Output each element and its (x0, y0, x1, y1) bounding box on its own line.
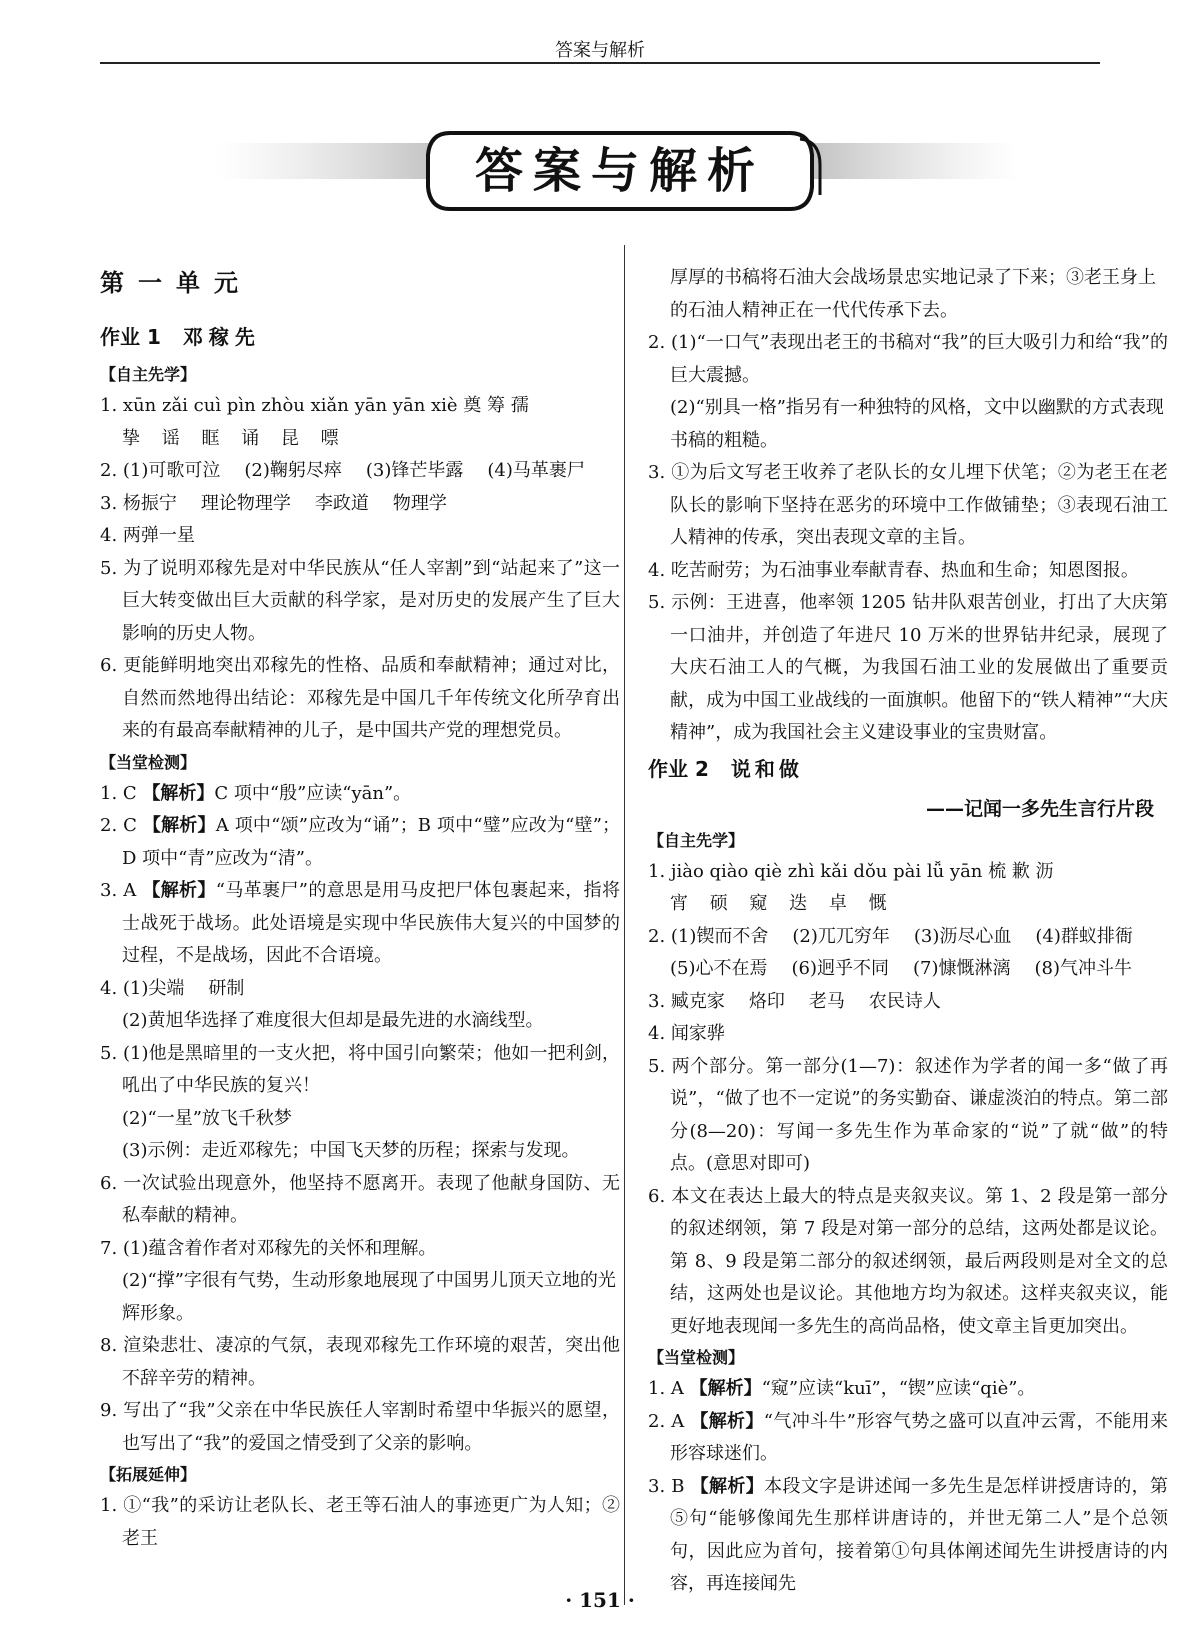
answer-item-continuation: (2)黄旭华选择了难度很大但却是最先进的水滴线型。 (122, 1010, 544, 1031)
homework-2-title (648, 750, 1168, 788)
answer-item: 7. (1)蕴含着作者对邓稼先的关怀和理解。 (100, 1237, 437, 1259)
homework-1-number: 作业 1 (100, 325, 161, 349)
homework-2-number: 作业 2 (648, 756, 709, 781)
answer-item-continuation: (2)“一星”放飞千秋梦 (122, 1107, 292, 1129)
answer-item: 4. 两弹一星 (100, 525, 195, 546)
section-heading: 【自主先学】 (100, 365, 197, 384)
answer-item: 2. C 【解析】A 项中“颂”应改为“诵”；B 项中“璧”应改为“壁”；D 项中“青”应改为“清”。 (100, 815, 620, 869)
answer-item-continuation: (3)示例：走近邓稼先；中国飞天梦的历程；探索与发现。 (122, 1140, 580, 1161)
homework-1-name: 邓稼先 (182, 325, 261, 349)
banner-band-right (800, 143, 1020, 179)
left-column (100, 260, 620, 1555)
homework-2-name: 说和做 (730, 756, 803, 781)
homework-1-title (100, 318, 620, 356)
column-divider (624, 245, 625, 1605)
unit-title: 第一单元 (100, 269, 252, 297)
section-heading: 【当堂检测】 (648, 1348, 745, 1367)
answer-item: 2. (1)“一口气”表现出老王的书稿对“我”的巨大吸引力和给“我”的巨大震撼。 (648, 332, 1168, 386)
title-banner (0, 125, 1200, 215)
page-number: · 151 · (565, 1588, 635, 1612)
homework-2-subtitle: ——记闻一多先生言行片段 (925, 797, 1154, 820)
answer-item: 6. 本文在表达上最大的特点是夹叙夹议。第 1、2 段是第一部分的叙述纲领，第 7 段是对第一部分的总结，这两处都是议论。第 8、9 段是第二部分的叙述纲领，最后两段则是对全文的总结，这两处也是议论。其他地方均为叙述。这样夹叙夹议，能更好地表现闻一多先生的高尚品格，使文章主旨更加突出。 (648, 1185, 1168, 1337)
answer-item: 5. 两个部分。第一部分(1—7)：叙述作为学者的闻一多“做了再说”，“做了也不一定说”的务实勤奋、谦虚淡泊的特点。第二部分(8—20)：写闻一多先生作为革命家的“说”了就“做”的特点。(意思对即可) (648, 1055, 1168, 1174)
answer-item: 9. 写出了“我”父亲在中华民族任人宰割时希望中华振兴的愿望，也写出了“我”的爱国之情受到了父亲的影响。 (100, 1400, 620, 1454)
answer-item-continuation: 挚 谣 眶 诵 昆 嘌 (122, 427, 347, 449)
answer-item: 3. B 【解析】本段文字是讲述闻一多先生是怎样讲授唐诗的，第⑤句“能够像闻先生那样讲唐诗的，并世无第二人”是个总领句，因此应为首句，接着第①句具体阐述闻先生讲授唐诗的内容，再连接闻先 (648, 1475, 1169, 1594)
running-head-title: 答案与解析 (555, 40, 645, 61)
section-heading: 【拓展延伸】 (100, 1465, 197, 1484)
section-heading: 【当堂检测】 (100, 752, 197, 772)
answer-item-continuation: (2)“别具一格”指另有一种独特的风格，文中以幽默的方式表现书稿的粗糙。 (670, 397, 1164, 451)
answer-item: 1. A 【解析】“窥”应读“kuī”，“锲”应读“qiè”。 (648, 1378, 1036, 1399)
banner-title: 答案与解析 (474, 143, 766, 199)
answer-item: 3. 杨振宁 理论物理学 李政道 物理学 (100, 492, 447, 514)
answer-item: 1. ①“我”的采访让老队长、老王等石油人的事迹更广为人知；②老王 (100, 1495, 620, 1549)
answer-item: 1. xūn zǎi cuì pìn zhòu xiǎn yān yān xiè 奠 筹 孺 (100, 395, 529, 416)
answer-item: 1. jiào qiào qiè zhì kǎi dǒu pài lǚ yān 梳 歉 沥 (648, 860, 1054, 882)
answer-item: 6. 一次试验出现意外，他坚持不愿离开。表现了他献身国防、无私奉献的精神。 (100, 1172, 620, 1226)
answer-item: 5. 为了说明邓稼先是对中华民族从“任人宰割”到“站起来了”这一巨大转变做出巨大贡献的科学家，是对历史的发展产生了巨大影响的历史人物。 (100, 557, 620, 644)
answer-item: 1. C 【解析】C 项中“殷”应读“yān”。 (100, 782, 412, 804)
right-column (648, 262, 1168, 1601)
answer-item-continuation: 厚厚的书稿将石油大会战场景忠实地记录了下来；③老王身上的石油人精神正在一代代传承下去。 (670, 267, 1156, 321)
section-heading: 【自主先学】 (648, 830, 745, 850)
answer-item: 4. (1)尖端 研制 (100, 977, 245, 999)
answer-item: 2. (1)锲而不舍 (2)兀兀穷年 (3)沥尽心血 (4)群蚁排衙 (648, 925, 1133, 947)
answer-item: 2. A 【解析】“气冲斗牛”形容气势之盛可以直冲云霄，不能用来形容球迷们。 (648, 1410, 1169, 1464)
answer-item: 4. 闻家骅 (648, 1023, 725, 1044)
answer-item-continuation: (2)“撑”字很有气势，生动形象地展现了中国男儿顶天立地的光辉形象。 (122, 1270, 616, 1324)
answer-item: 6. 更能鲜明地突出邓稼先的性格、品质和奉献精神；通过对比，自然而然地得出结论：邓稼先是中国几千年传统文化所孕育出来的有最高奉献精神的儿子，是中国共产党的理想党员。 (100, 655, 620, 741)
answer-item: 4. 吃苦耐劳；为石油事业奉献青春、热血和生命；知恩图报。 (648, 559, 1139, 581)
banner-band-left (215, 143, 450, 179)
answer-item: 8. 渲染悲壮、凄凉的气氛，表现邓稼先工作环境的艰苦，突出他不辞辛劳的精神。 (100, 1335, 620, 1389)
answer-item: 5. 示例：王进喜，他率领 1205 钻井队艰苦创业，打出了大庆第一口油井，并创造了年进尺 10 万米的世界钻井纪录，展现了大庆石油工人的气概，为我国石油工业的发展做出了重要贡献，成为中国工业战线的一面旗帜。他留下的“铁人精神”“大庆精神”，成为我国社会主义建设事业的宝贵财富。 (648, 592, 1168, 743)
answer-item: 5. (1)他是黑暗里的一支火把，将中国引向繁荣；他如一把利剑，吼出了中华民族的复兴！ (100, 1042, 620, 1096)
answer-item: 2. (1)可歌可泣 (2)鞠躬尽瘁 (3)锋芒毕露 (4)马革裹尸 (100, 460, 585, 481)
answer-item: 3. A 【解析】“马革裹尸”的意思是用马皮把尸体包裹起来，指将士战死于战场。此处语境是实现中华民族伟大复兴的中国梦的过程，不是战场，因此不合语境。 (100, 880, 621, 966)
answer-item: 3. ①为后文写老王收养了老队长的女儿埋下伏笔；②为老王在老队长的影响下坚持在恶劣的环境中工作做铺垫；③表现石油工人精神的传承，突出表现文章的主旨。 (648, 462, 1168, 548)
header-rule (100, 62, 1100, 64)
answer-item: 3. 臧克家 烙印 老马 农民诗人 (648, 990, 941, 1012)
answer-item-continuation: (5)心不在焉 (6)迥乎不同 (7)慷慨淋漓 (8)气冲斗牛 (670, 958, 1132, 979)
answer-item-continuation: 宵 硕 窥 迭 卓 慨 (670, 893, 895, 914)
